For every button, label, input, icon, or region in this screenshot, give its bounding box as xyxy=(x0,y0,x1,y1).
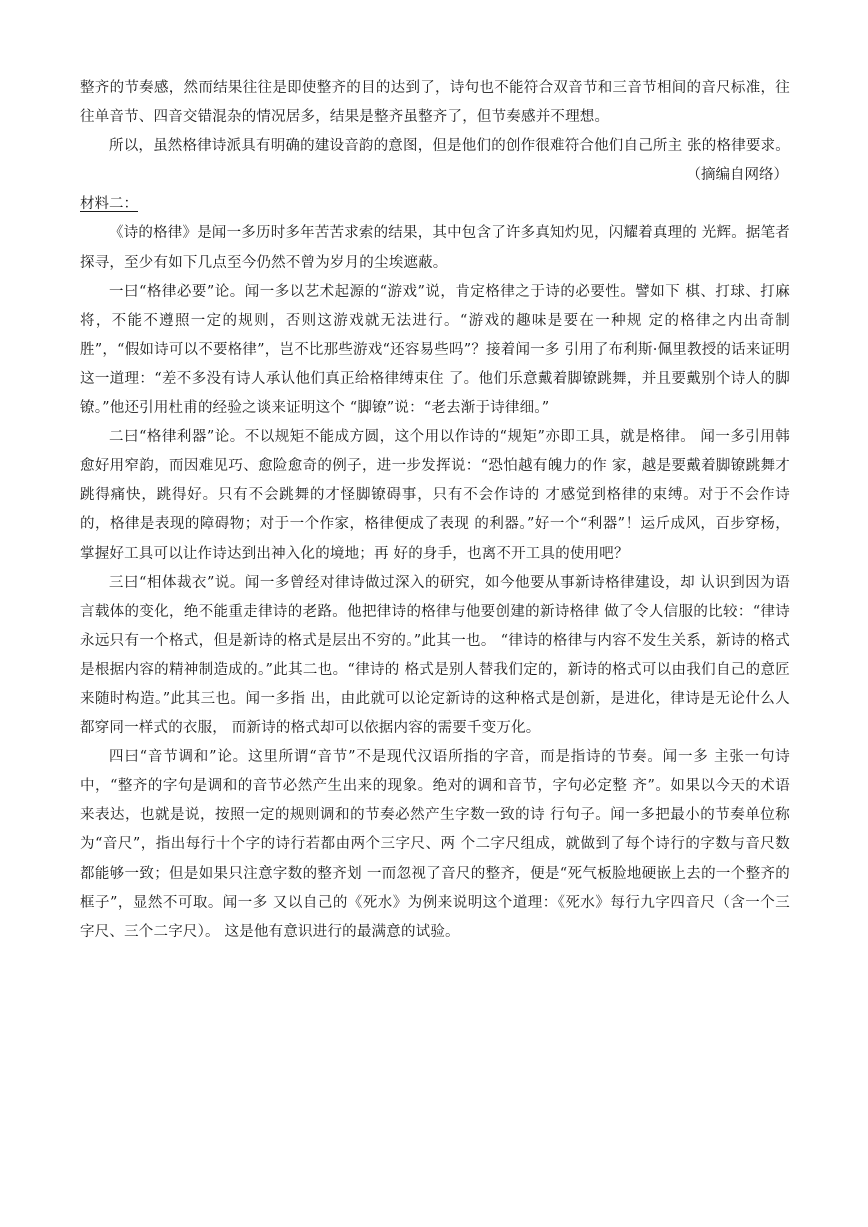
paragraph-point-one: 一曰“格律必要”论。闻一多以艺术起源的“游戏”说，肯定格律之于诗的必要性。譬如下 棋、打球、打麻将，不能不遵照一定的规则，否则这游戏就无法进行。“游戏的趣味是要在一种规 定的格律之内出奇制胜”，“假如诗可以不要格律”，岂不比那些游戏“还容易些吗”？接着闻一多 引用了布利斯·佩里教授的话来证明这一道理：“差不多没有诗人承认他们真正给格律缚束住 了。他们乐意戴着脚镣跳舞，并且要戴别个诗人的脚镣。”他还引用杜甫的经验之谈来证明这个 “脚镣”说：“老去渐于诗律细。” xyxy=(80,283,790,417)
paragraph-point-two: 二曰“格律利器”论。不以规矩不能成方圆，这个用以作诗的“规矩”亦即工具，就是格律。 闻一多引用韩愈好用窄韵，而因难见巧、愈险愈奇的例子，进一步发挥说：“恐怕越有魄力的作 家，越是要戴着脚镣跳舞才跳得痛快，跳得好。只有不会跳舞的才怪脚镣碍事，只有不会作诗的 才感觉到格律的束缚。对于不会作诗的，格律是表现的障碍物；对于一个作家，格律便成了表现 的利器。”好一个“利器”！运斤成风，百步穿杨，掌握好工具可以让作诗达到出神入化的境地；再 好的身手，也离不开工具的使用吧？ xyxy=(80,429,790,562)
paragraph-intro: 《诗的格律》是闻一多历时多年苦苦求索的结果，其中包含了许多真知灼见，闪耀着真理的 光辉。据笔者探寻，至少有如下几点至今仍然不曾为岁月的尘埃遮蔽。 xyxy=(80,225,791,271)
document-page xyxy=(80,74,790,947)
paragraph-continuation: 整齐的节奏感，然而结果往往是即使整齐的目的达到了，诗句也不能符合双音节和三音节相间的音尺标准，往往单音节、四音交错混杂的情况居多，结果是整齐虽整齐了，但节奏感并不理想。 xyxy=(80,80,790,126)
material-label-text: 材料二： xyxy=(80,196,138,213)
paragraph-point-three: 三曰“相体裁衣”说。闻一多曾经对律诗做过深入的研究，如今他要从事新诗格律建设，却 认识到因为语言载体的变化，绝不能重走律诗的老路。他把律诗的格律与他要创建的新诗格律 做了令人信服的比较：“律诗永远只有一个格式，但是新诗的格式是层出不穷的。”此其一也。 “律诗的格律与内容不发生关系，新诗的格式是根据内容的精神制造成的。”此其二也。“律诗的 格式是别人替我们定的，新诗的格式可以由我们自己的意匠来随时构造。”此其三也。闻一多指 出，由此就可以论定新诗的这种格式是创新，是进化，律诗是无论什么人都穿同一样式的衣服， 而新诗的格式却可以依据内容的需要千变万化。 xyxy=(80,574,790,737)
paragraph-point-four: 四曰“音节调和”论。这里所谓“音节”不是现代汉语所指的字音，而是指诗的节奏。闻一多 主张一句诗中，“整齐的字句是调和的音节必然产生出来的现象。绝对的调和音节，字句必定整 齐”。如果以今天的术语来表达，也就是说，按照一定的规则调和的节奏必然产生字数一致的诗 行句子。闻一多把最小的节奏单位称为“音尺”，指出每行十个字的诗行若都由两个三字尺、两 个二字尺组成，就做到了每个诗行的字数与音尺数都能够一致；但是如果只注意字数的整齐划 一而忽视了音尺的整齐，便是“死气板脸地硬嵌上去的一个整齐的框子”，显然不可取。闻一多 又以自己的《死水》为例来说明这个道理：《死水》每行九字四音尺（含一个三字尺、三个二字尺）。 这是他有意识进行的最满意的试验。 xyxy=(80,749,790,940)
source-note: （摘编自网络） xyxy=(686,167,788,184)
material-label xyxy=(80,190,790,219)
paragraph-conclusion: 所以，虽然格律诗派具有明确的建设音韵的意图，但是他们的创作很难符合他们自己所主 张的格律要求。 xyxy=(109,138,791,155)
